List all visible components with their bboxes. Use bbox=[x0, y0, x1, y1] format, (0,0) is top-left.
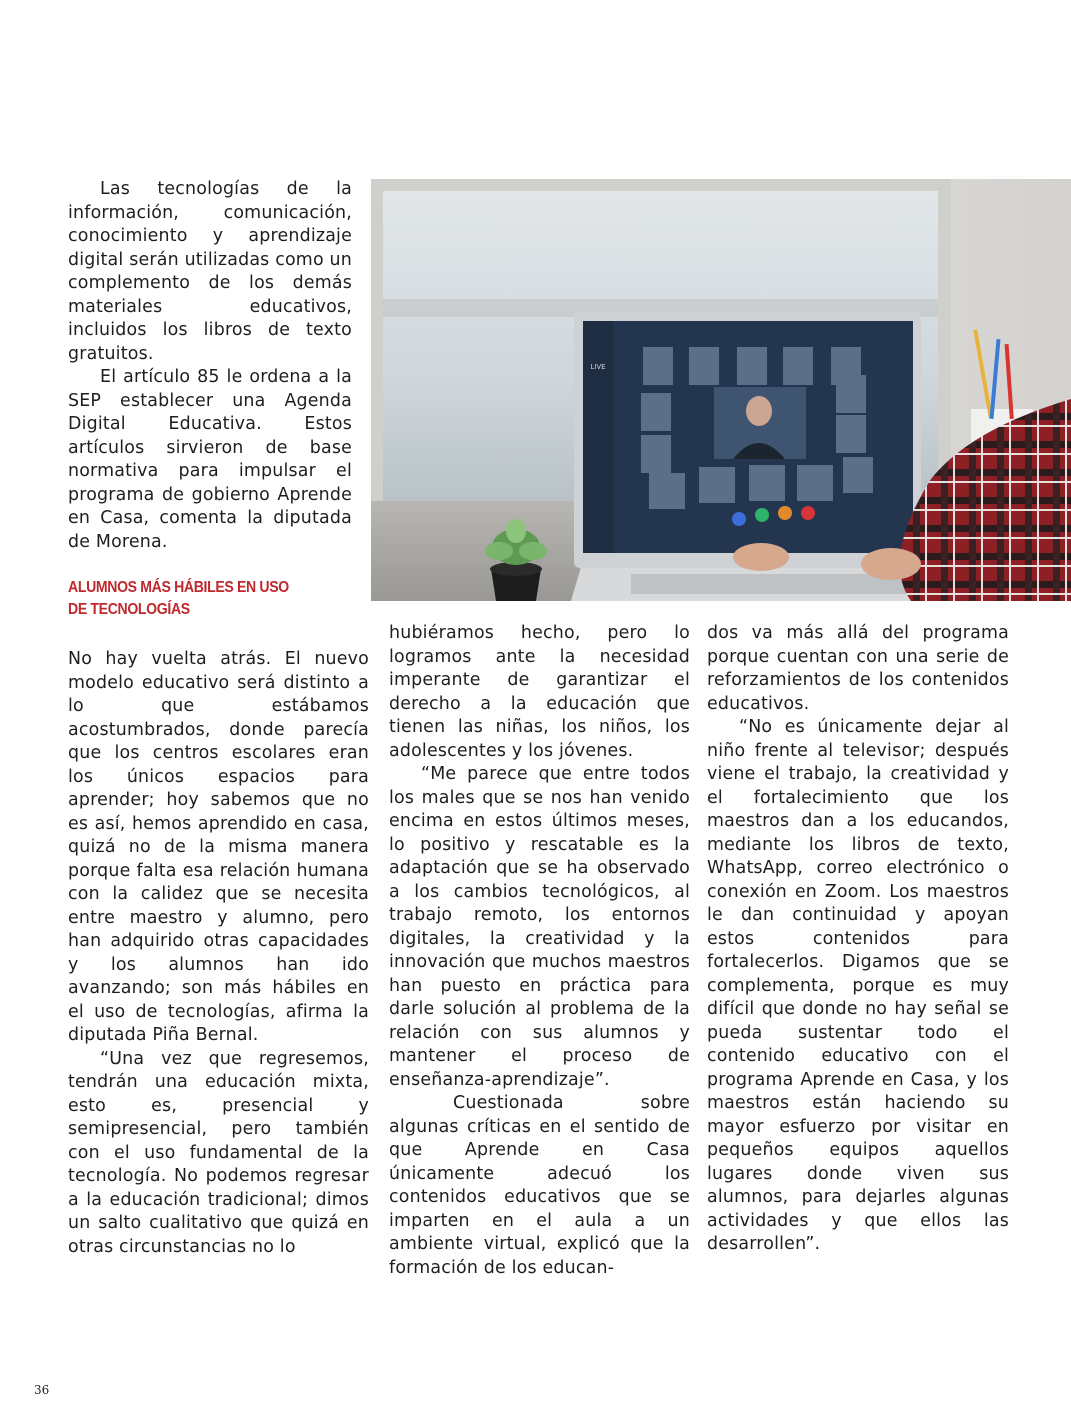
body-paragraph: hubiéramos hecho, pero lo logramos ante la necesidad imperante de garantizar el derecho a la educación que tienen las niñas, los niños, los adolescentes y los jóvenes. bbox=[389, 623, 690, 761]
page-number: 36 bbox=[34, 1383, 50, 1397]
section-heading-line: ALUMNOS MÁS HÁBILES EN USO bbox=[68, 579, 289, 596]
body-paragraph: Cuestionada sobre algunas críticas en el sentido de que Aprende en Casa únicamente adecuó los contenidos educativos que se imparten en el aula a un ambiente virtual, explicó que la formación de los educan- bbox=[389, 1093, 690, 1278]
body-paragraph: No hay vuelta atrás. El nuevo modelo educativo será distinto a lo que estábamos acostumbrados, donde parecía que los centros escolares eran los únicos espacios para aprender; hoy sabemos que no es así, hemos aprendido en casa, quizá no de la misma manera porque falta esa relación humana con la calidez que se necesita entre maestro y alumno, pero han adquirido otras capacidades y los alumnos han ido avanzando; son más hábiles en el uso de tecnologías, afirma la diputada Piña Bernal. bbox=[68, 649, 369, 1045]
body-paragraph: “Me parece que entre todos los males que se nos han venido encima en estos últimos meses, lo positivo y rescatable es la adaptación que se ha observado a los cambios tecnológicos, al trabajo remoto, los entornos digitales, la creatividad y la innovación que muchos maestros han puesto en práctica para darle solución al problema de la relación con sus alumnos y mantener el proceso de enseñanza-aprendizaje”. bbox=[389, 764, 690, 1090]
body-paragraph: dos va más allá del programa porque cuentan con una serie de reforzamientos de los contenidos educativos. bbox=[707, 623, 1009, 714]
right-column bbox=[707, 622, 1009, 1257]
section-heading bbox=[68, 577, 323, 621]
body-paragraph: “Una vez que regresemos, tendrán una educación mixta, esto es, presencial y semipresencial, pero también con el uso fundamental de la tecnología. No podemos regresar a la educación tradicional; dimos un salto cualitativo que quizá en otras circunstancias no lo bbox=[68, 1048, 369, 1257]
video-call-photo bbox=[371, 179, 1071, 601]
intro-paragraph: El artículo 85 le ordena a la SEP establecer una Agenda Digital Educativa. Estos artículos sirvieron de base normativa para impulsar el programa de gobierno Aprende en Casa, comenta la diputada de Morena. bbox=[68, 367, 352, 552]
body-paragraph: “No es únicamente dejar al niño frente al televisor; después viene el trabajo, la creatividad y el fortalecimiento que los maestros dan a los educandos, mediante los libros de texto, WhatsApp, correo electrónico o conexión en Zoom. Los maestros le dan continuidad y apoyan estos contenidos para fortalecerlos. Digamos que se complementa, porque es muy difícil que donde no hay señal se pueda sustentar todo el contenido educativo con el programa Aprende en Casa, y los maestros están haciendo su mayor esfuerzo por visitar en pequeños equipos aquellos lugares donde viven sus alumnos, para dejarles algunas actividades y que ellos las desarrollen”. bbox=[707, 717, 1009, 1254]
intro-column bbox=[68, 178, 352, 554]
section-heading-line: DE TECNOLOGÍAS bbox=[68, 601, 190, 618]
live-label: LIVE bbox=[590, 363, 606, 371]
left-column bbox=[68, 648, 369, 1259]
middle-column bbox=[389, 622, 690, 1280]
intro-paragraph: Las tecnologías de la información, comunicación, conocimiento y aprendizaje digital serán utilizadas como un complemento de los demás materiales educativos, incluidos los libros de texto gratuitos. bbox=[68, 179, 352, 364]
